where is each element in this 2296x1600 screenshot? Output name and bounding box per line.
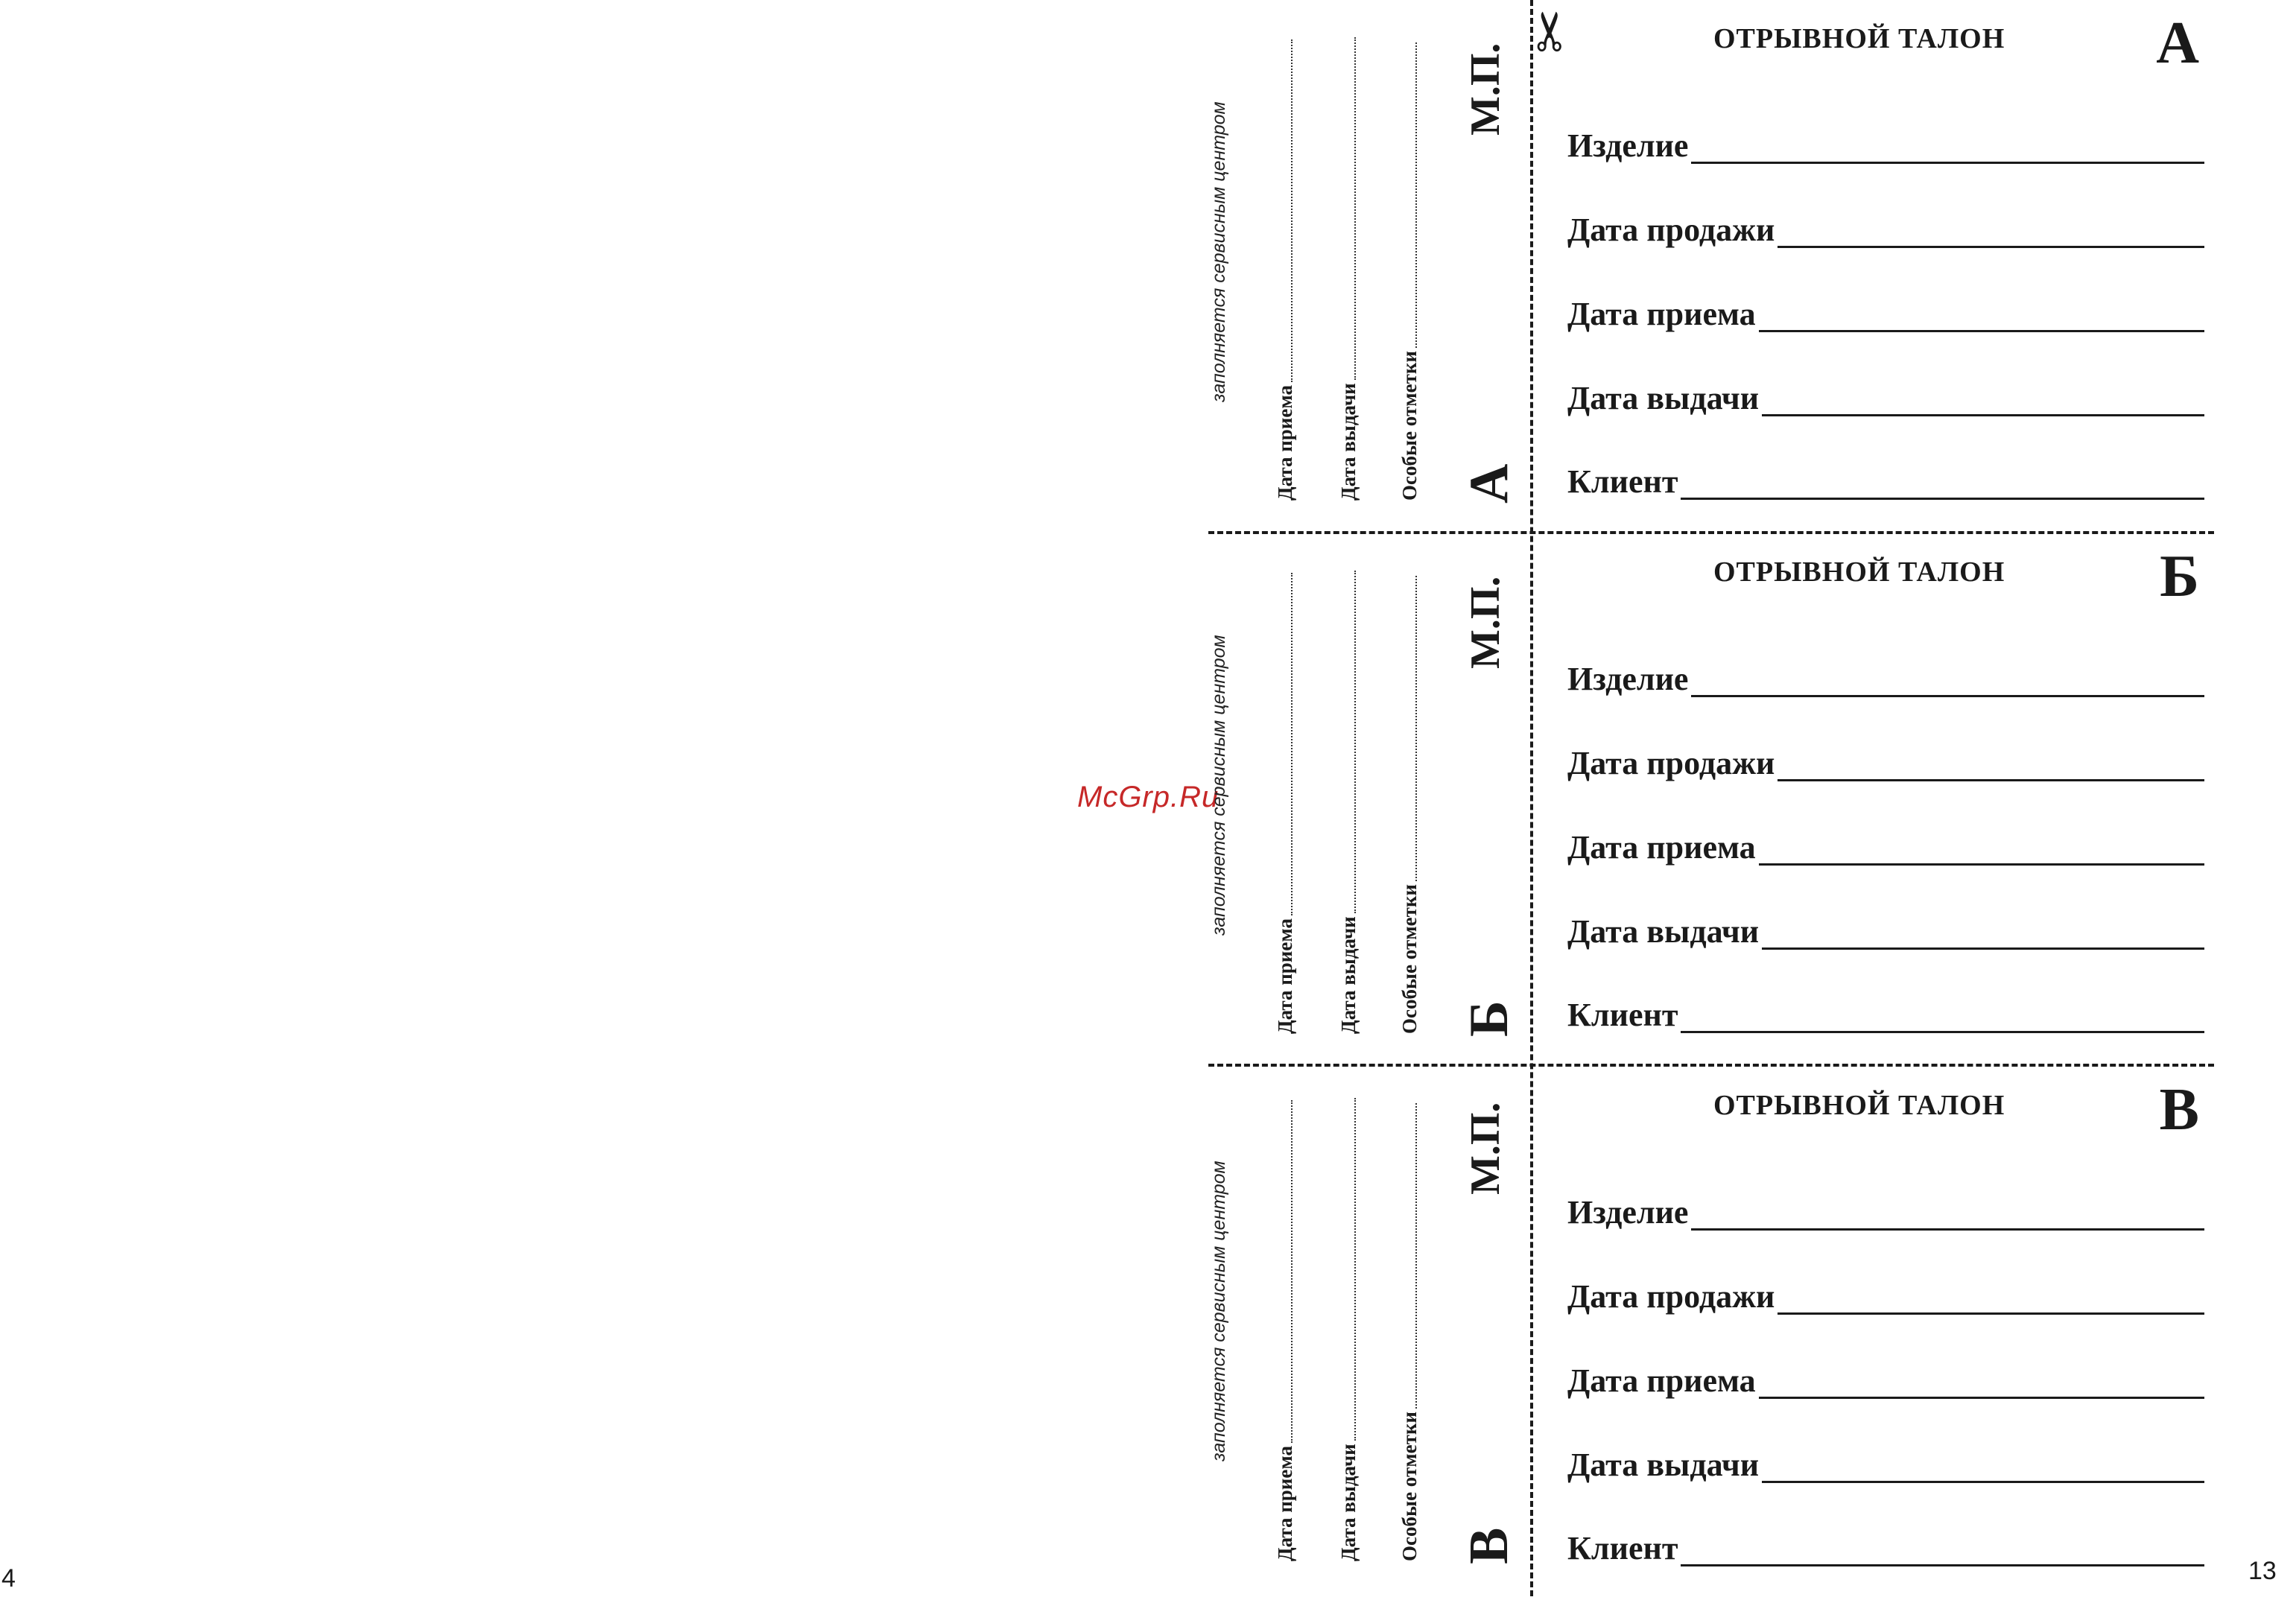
- stub-field-special-notes[interactable]: [1400, 1103, 1420, 1561]
- stub-field-label: Дата выдачи: [1337, 1444, 1360, 1561]
- stub-letter: А: [1459, 463, 1520, 504]
- field-client[interactable]: [1567, 1522, 2204, 1566]
- field-underline: [1681, 498, 2204, 500]
- field-underline: [1762, 947, 2204, 950]
- field-receipt-date[interactable]: [1567, 288, 2204, 332]
- field-label: Изделие: [1567, 1194, 1689, 1231]
- stub-field-label: Дата выдачи: [1337, 383, 1360, 501]
- field-label: Дата выдачи: [1567, 1447, 1760, 1483]
- field-label: Клиент: [1567, 1530, 1678, 1566]
- stub-field-label: Дата выдачи: [1337, 916, 1360, 1034]
- field-label: Клиент: [1567, 463, 1678, 500]
- field-underline: [1762, 1481, 2204, 1483]
- stub-field-label: Дата приема: [1274, 384, 1296, 501]
- field-underline: [1681, 1031, 2204, 1033]
- stub-field-dots: [1354, 571, 1356, 913]
- stub-field-special-notes[interactable]: [1400, 576, 1420, 1034]
- field-underline: [1778, 1312, 2204, 1315]
- stub-stamp-mp: М.П.: [1462, 1102, 1509, 1195]
- field-label: Дата продажи: [1567, 1278, 1775, 1315]
- talon-title: ОТРЫВНОЙ ТАЛОН: [1713, 556, 2005, 588]
- field-label: Изделие: [1567, 127, 1689, 164]
- talon-title: ОТРЫВНОЙ ТАЛОН: [1713, 1090, 2005, 1121]
- field-product[interactable]: [1567, 119, 2204, 164]
- talon-letter: А: [2156, 10, 2199, 76]
- field-label: Изделие: [1567, 661, 1689, 697]
- field-underline: [1759, 863, 2204, 866]
- field-label: Дата приема: [1567, 1362, 1756, 1399]
- field-issue-date[interactable]: [1567, 372, 2204, 416]
- page-number-left: 4: [1, 1564, 16, 1593]
- field-label: Дата приема: [1567, 296, 1756, 332]
- field-underline: [1681, 1564, 2204, 1566]
- field-underline: [1691, 695, 2204, 697]
- field-underline: [1762, 414, 2204, 416]
- field-underline: [1691, 162, 2204, 164]
- stub-field-dots: [1415, 576, 1417, 881]
- field-product[interactable]: [1567, 1186, 2204, 1231]
- stub-field-issue-date[interactable]: [1339, 37, 1359, 501]
- field-label: Дата приема: [1567, 829, 1756, 866]
- field-underline: [1778, 779, 2204, 781]
- stub-field-receipt-date[interactable]: [1275, 573, 1296, 1034]
- talon-letter: В: [2159, 1077, 2199, 1143]
- scissors-icon: ✂: [1521, 8, 1582, 54]
- stub-field-special-notes[interactable]: [1400, 42, 1420, 501]
- stub-letter: В: [1459, 1527, 1520, 1564]
- stub-caption: заполняется сервисным центром: [1208, 635, 1229, 936]
- field-sale-date[interactable]: [1567, 737, 2204, 781]
- stub-field-issue-date[interactable]: [1339, 571, 1359, 1034]
- field-label: Дата выдачи: [1567, 380, 1760, 416]
- stub-stamp-mp: М.П.: [1462, 42, 1509, 136]
- field-underline: [1778, 246, 2204, 248]
- stub-field-dots: [1291, 39, 1293, 382]
- field-label: Дата продажи: [1567, 212, 1775, 248]
- stub-field-label: Особые отметки: [1398, 884, 1421, 1034]
- stub-field-dots: [1354, 1098, 1356, 1441]
- field-underline: [1759, 330, 2204, 332]
- stub-field-label: Дата приема: [1274, 1445, 1296, 1561]
- talon-a: [1530, 0, 2223, 533]
- talon-letter: Б: [2160, 544, 2199, 609]
- field-issue-date[interactable]: [1567, 905, 2204, 950]
- field-label: Дата продажи: [1567, 745, 1775, 781]
- stub-letter: Б: [1459, 1000, 1520, 1037]
- field-label: Дата выдачи: [1567, 913, 1760, 950]
- stub-field-receipt-date[interactable]: [1275, 1100, 1296, 1561]
- field-label: Клиент: [1567, 997, 1678, 1033]
- stub-field-dots: [1291, 573, 1293, 915]
- stub-caption: заполняется сервисным центром: [1208, 1161, 1229, 1461]
- field-product[interactable]: [1567, 653, 2204, 697]
- stub-field-issue-date[interactable]: [1339, 1098, 1359, 1561]
- field-client[interactable]: [1567, 455, 2204, 500]
- stub-field-label: Дата приема: [1274, 918, 1296, 1034]
- page-number-right: 13: [2248, 1557, 2277, 1585]
- stub-field-dots: [1291, 1100, 1293, 1443]
- field-underline: [1759, 1397, 2204, 1399]
- stub-field-receipt-date[interactable]: [1275, 39, 1296, 501]
- field-receipt-date[interactable]: [1567, 821, 2204, 866]
- talon-title: ОТРЫВНОЙ ТАЛОН: [1713, 23, 2005, 54]
- field-sale-date[interactable]: [1567, 203, 2204, 248]
- stub-field-dots: [1415, 42, 1417, 348]
- watermark: McGrp.Ru: [1077, 781, 1220, 813]
- stub-field-label: Особые отметки: [1398, 351, 1421, 501]
- talon-b: [1530, 533, 2223, 1067]
- stub-stamp-mp: М.П.: [1462, 576, 1509, 669]
- field-sale-date[interactable]: [1567, 1270, 2204, 1315]
- stub-field-dots: [1354, 37, 1356, 380]
- field-issue-date[interactable]: [1567, 1438, 2204, 1483]
- field-underline: [1691, 1228, 2204, 1231]
- field-receipt-date[interactable]: [1567, 1354, 2204, 1399]
- field-client[interactable]: [1567, 988, 2204, 1033]
- stub-caption: заполняется сервисным центром: [1208, 101, 1229, 402]
- talon-c: [1530, 1067, 2223, 1600]
- stub-field-dots: [1415, 1103, 1417, 1409]
- stub-field-label: Особые отметки: [1398, 1412, 1421, 1561]
